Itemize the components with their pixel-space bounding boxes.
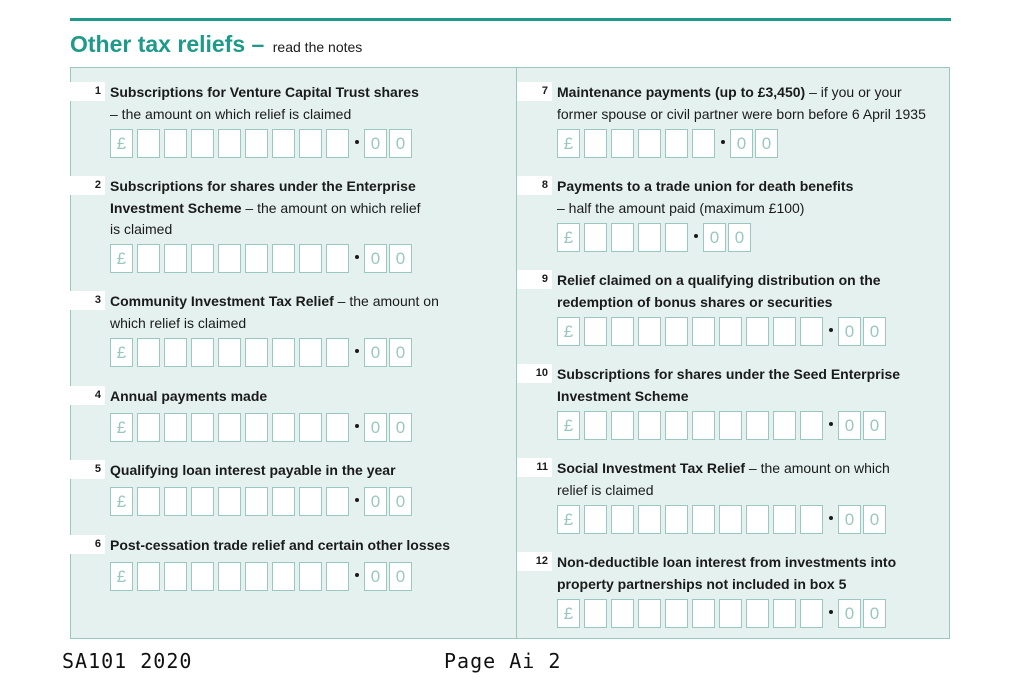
pounds-digit-box[interactable] <box>137 562 160 591</box>
amount-field-6[interactable] <box>110 562 414 591</box>
text-bold1: Social Investment Tax Relief <box>557 460 746 476</box>
pounds-digit-box[interactable] <box>773 317 796 346</box>
pounds-digit-box[interactable] <box>326 129 349 158</box>
text-bold2: Investment Scheme <box>110 199 242 216</box>
pounds-digit-box[interactable] <box>584 599 607 628</box>
decimal-point <box>355 349 359 353</box>
text-bold2: Investment Scheme <box>557 387 689 404</box>
decimal-point <box>355 424 359 428</box>
pence-digit-box: 0 <box>389 413 412 442</box>
pounds-digit-box[interactable] <box>326 487 349 516</box>
text-line2: former spouse or civil partner were born before 6 April 1935 <box>557 105 926 122</box>
pound-sign-box: £ <box>110 562 133 591</box>
pound-sign-box: £ <box>110 413 133 442</box>
pounds-digit-box[interactable] <box>665 505 688 534</box>
pounds-digit-box[interactable] <box>218 129 241 158</box>
amount-field-4[interactable] <box>110 413 414 442</box>
text-rest2: – the amount on which relief <box>241 199 421 216</box>
question-text <box>110 535 450 557</box>
pounds-digit-box[interactable] <box>245 487 268 516</box>
pence-digit-box: 0 <box>703 223 726 252</box>
amount-field-5[interactable] <box>110 487 414 516</box>
text-bold2: redemption of bonus shares or securities <box>557 293 833 310</box>
pounds-digit-box[interactable] <box>218 338 241 367</box>
pound-sign-box: £ <box>557 317 580 346</box>
amount-field-3[interactable] <box>110 338 414 367</box>
pounds-digit-box[interactable] <box>272 413 295 442</box>
pence-digit-box: 0 <box>364 562 387 591</box>
pounds-digit-box[interactable] <box>191 244 214 273</box>
pence-digit-box: 0 <box>838 317 861 346</box>
pounds-digit-box[interactable] <box>719 505 742 534</box>
decimal-point <box>355 498 359 502</box>
pounds-digit-box[interactable] <box>326 244 349 273</box>
text-bold1: Qualifying loan interest payable in the year <box>110 462 396 478</box>
pounds-digit-box[interactable] <box>326 562 349 591</box>
box-number: 8 <box>517 176 552 195</box>
amount-field-9[interactable] <box>557 317 888 346</box>
text-bold1: Maintenance payments (up to £3,450) <box>557 84 806 100</box>
pounds-digit-box[interactable] <box>584 129 607 158</box>
pounds-digit-box[interactable] <box>692 129 715 158</box>
pound-sign-box: £ <box>557 223 580 252</box>
section-subtitle: read the notes <box>272 39 363 55</box>
pounds-digit-box[interactable] <box>611 411 634 440</box>
pence-digit-box: 0 <box>389 244 412 273</box>
text-bold1: Annual payments made <box>110 388 268 404</box>
pence-digit-box: 0 <box>730 129 753 158</box>
pounds-digit-box[interactable] <box>272 338 295 367</box>
pounds-digit-box[interactable] <box>584 223 607 252</box>
pounds-digit-box[interactable] <box>665 223 688 252</box>
question-text <box>557 270 881 313</box>
text-line3: is claimed <box>110 221 173 237</box>
question-text <box>557 176 853 219</box>
pounds-digit-box[interactable] <box>137 338 160 367</box>
pounds-digit-box[interactable] <box>719 599 742 628</box>
box-number: 5 <box>70 460 105 479</box>
amount-field-12[interactable] <box>557 599 888 628</box>
pounds-digit-box[interactable] <box>137 487 160 516</box>
pounds-digit-box[interactable] <box>746 411 769 440</box>
pounds-digit-box[interactable] <box>272 487 295 516</box>
text-bold1: Post-cessation trade relief and certain other losses <box>110 537 451 553</box>
pounds-digit-box[interactable] <box>245 338 268 367</box>
box-number: 4 <box>70 386 105 405</box>
pound-sign-box: £ <box>110 338 133 367</box>
text-rest1: – the amount on which <box>745 460 890 476</box>
pounds-digit-box[interactable] <box>191 562 214 591</box>
text-rest1: – the amount on <box>333 293 439 309</box>
pounds-digit-box[interactable] <box>665 599 688 628</box>
pounds-digit-box[interactable] <box>326 413 349 442</box>
pence-digit-box: 0 <box>389 338 412 367</box>
amount-field-7[interactable] <box>557 129 780 158</box>
text-bold1: Community Investment Tax Relief <box>110 293 334 309</box>
decimal-point <box>829 328 833 332</box>
question-text <box>110 460 396 482</box>
pounds-digit-box[interactable] <box>611 505 634 534</box>
pence-digit-box: 0 <box>364 487 387 516</box>
pounds-digit-box[interactable] <box>746 317 769 346</box>
pounds-digit-box[interactable] <box>665 317 688 346</box>
pounds-digit-box[interactable] <box>800 505 823 534</box>
pence-digit-box: 0 <box>728 223 751 252</box>
decimal-point <box>355 255 359 259</box>
pence-digit-box: 0 <box>364 338 387 367</box>
pounds-digit-box[interactable] <box>245 129 268 158</box>
pounds-digit-box[interactable] <box>773 411 796 440</box>
box-number: 7 <box>517 82 552 101</box>
pounds-digit-box[interactable] <box>245 562 268 591</box>
pounds-digit-box[interactable] <box>218 487 241 516</box>
amount-field-10[interactable] <box>557 411 888 440</box>
pounds-digit-box[interactable] <box>773 505 796 534</box>
pounds-digit-box[interactable] <box>191 338 214 367</box>
pounds-digit-box[interactable] <box>638 411 661 440</box>
pounds-digit-box[interactable] <box>299 562 322 591</box>
pounds-digit-box[interactable] <box>137 129 160 158</box>
text-bold1: Subscriptions for Venture Capital Trust shares <box>110 84 419 100</box>
pence-digit-box: 0 <box>755 129 778 158</box>
pounds-digit-box[interactable] <box>719 411 742 440</box>
pounds-digit-box[interactable] <box>164 244 187 273</box>
pence-digit-box: 0 <box>838 505 861 534</box>
pound-sign-box: £ <box>557 505 580 534</box>
pounds-digit-box[interactable] <box>245 413 268 442</box>
pounds-digit-box[interactable] <box>299 487 322 516</box>
pence-digit-box: 0 <box>863 505 886 534</box>
pound-sign-box: £ <box>557 129 580 158</box>
top-rule <box>70 18 951 21</box>
pounds-digit-box[interactable] <box>191 129 214 158</box>
pence-digit-box: 0 <box>863 317 886 346</box>
pounds-digit-box[interactable] <box>611 599 634 628</box>
text-line2: which relief is claimed <box>110 314 247 331</box>
pence-digit-box: 0 <box>364 244 387 273</box>
pound-sign-box: £ <box>557 411 580 440</box>
pounds-digit-box[interactable] <box>638 505 661 534</box>
pence-digit-box: 0 <box>863 411 886 440</box>
pounds-digit-box[interactable] <box>299 413 322 442</box>
question-text <box>557 458 890 501</box>
pounds-digit-box[interactable] <box>299 338 322 367</box>
pounds-digit-box[interactable] <box>245 244 268 273</box>
amount-field-8[interactable] <box>557 223 753 252</box>
question-text <box>110 386 267 408</box>
text-bold1: Relief claimed on a qualifying distribution on the <box>557 272 881 288</box>
pounds-digit-box[interactable] <box>218 562 241 591</box>
text-line2: – half the amount paid (maximum £100) <box>557 199 805 216</box>
pence-digit-box: 0 <box>863 599 886 628</box>
pounds-digit-box[interactable] <box>800 599 823 628</box>
pence-digit-box: 0 <box>389 562 412 591</box>
pounds-digit-box[interactable] <box>773 599 796 628</box>
pounds-digit-box[interactable] <box>272 562 295 591</box>
pounds-digit-box[interactable] <box>611 129 634 158</box>
pounds-digit-box[interactable] <box>611 223 634 252</box>
section-title-text: Other tax reliefs – <box>70 31 265 57</box>
pounds-digit-box[interactable] <box>746 599 769 628</box>
pounds-digit-box[interactable] <box>800 317 823 346</box>
box-number: 12 <box>517 552 552 571</box>
pence-digit-box: 0 <box>364 413 387 442</box>
box-number: 11 <box>517 458 552 477</box>
pound-sign-box: £ <box>110 129 133 158</box>
pounds-digit-box[interactable] <box>299 244 322 273</box>
pounds-digit-box[interactable] <box>326 338 349 367</box>
pounds-digit-box[interactable] <box>218 244 241 273</box>
pounds-digit-box[interactable] <box>584 317 607 346</box>
pounds-digit-box[interactable] <box>191 487 214 516</box>
amount-field-11[interactable] <box>557 505 888 534</box>
text-bold1: Subscriptions for shares under the Seed Enterprise <box>557 366 901 382</box>
pounds-digit-box[interactable] <box>584 505 607 534</box>
box-number: 2 <box>70 176 105 195</box>
pence-digit-box: 0 <box>838 411 861 440</box>
pounds-digit-box[interactable] <box>584 411 607 440</box>
pence-digit-box: 0 <box>364 129 387 158</box>
page-number: Page Ai 2 <box>444 649 562 673</box>
pounds-digit-box[interactable] <box>692 317 715 346</box>
pounds-digit-box[interactable] <box>164 129 187 158</box>
text-line2: – the amount on which relief is claimed <box>110 105 352 122</box>
form-id: SA101 2020 <box>62 649 193 673</box>
pound-sign-box: £ <box>110 487 133 516</box>
pound-sign-box: £ <box>557 599 580 628</box>
text-bold1: Payments to a trade union for death benefits <box>557 178 854 194</box>
pounds-digit-box[interactable] <box>272 129 295 158</box>
decimal-point <box>829 422 833 426</box>
decimal-point <box>829 516 833 520</box>
decimal-point <box>355 140 359 144</box>
pence-digit-box: 0 <box>838 599 861 628</box>
pounds-digit-box[interactable] <box>164 338 187 367</box>
box-number: 9 <box>517 270 552 289</box>
text-rest1: – if you or your <box>805 84 902 100</box>
text-line2: relief is claimed <box>557 481 654 498</box>
pounds-digit-box[interactable] <box>272 244 295 273</box>
pence-digit-box: 0 <box>389 487 412 516</box>
decimal-point <box>721 140 725 144</box>
pounds-digit-box[interactable] <box>719 317 742 346</box>
box-number: 10 <box>517 364 552 383</box>
question-text <box>110 176 421 241</box>
pounds-digit-box[interactable] <box>665 129 688 158</box>
amount-field-2[interactable] <box>110 244 414 273</box>
text-bold2: property partnerships not included in box 5 <box>557 575 847 592</box>
question-text <box>557 82 926 125</box>
pounds-digit-box[interactable] <box>638 599 661 628</box>
text-bold1: Non-deductible loan interest from investments into <box>557 554 897 570</box>
pounds-digit-box[interactable] <box>137 244 160 273</box>
decimal-point <box>694 234 698 238</box>
pounds-digit-box[interactable] <box>164 562 187 591</box>
box-number: 3 <box>70 291 105 310</box>
pounds-digit-box[interactable] <box>164 487 187 516</box>
section-title <box>70 31 362 58</box>
decimal-point <box>829 610 833 614</box>
question-text <box>110 291 439 334</box>
pounds-digit-box[interactable] <box>692 505 715 534</box>
pence-digit-box: 0 <box>389 129 412 158</box>
decimal-point <box>355 573 359 577</box>
question-text <box>110 82 419 125</box>
pounds-digit-box[interactable] <box>638 129 661 158</box>
pounds-digit-box[interactable] <box>692 411 715 440</box>
text-bold1: Subscriptions for shares under the Enterprise <box>110 178 416 194</box>
pounds-digit-box[interactable] <box>692 599 715 628</box>
pounds-digit-box[interactable] <box>611 317 634 346</box>
pounds-digit-box[interactable] <box>746 505 769 534</box>
pounds-digit-box[interactable] <box>218 413 241 442</box>
pounds-digit-box[interactable] <box>191 413 214 442</box>
box-number: 6 <box>70 535 105 554</box>
pound-sign-box: £ <box>110 244 133 273</box>
pounds-digit-box[interactable] <box>164 413 187 442</box>
pounds-digit-box[interactable] <box>665 411 688 440</box>
amount-field-1[interactable] <box>110 129 414 158</box>
box-number: 1 <box>70 82 105 101</box>
pounds-digit-box[interactable] <box>137 413 160 442</box>
question-text <box>557 552 896 595</box>
pounds-digit-box[interactable] <box>299 129 322 158</box>
question-text <box>557 364 900 407</box>
pounds-digit-box[interactable] <box>638 317 661 346</box>
pounds-digit-box[interactable] <box>800 411 823 440</box>
pounds-digit-box[interactable] <box>638 223 661 252</box>
